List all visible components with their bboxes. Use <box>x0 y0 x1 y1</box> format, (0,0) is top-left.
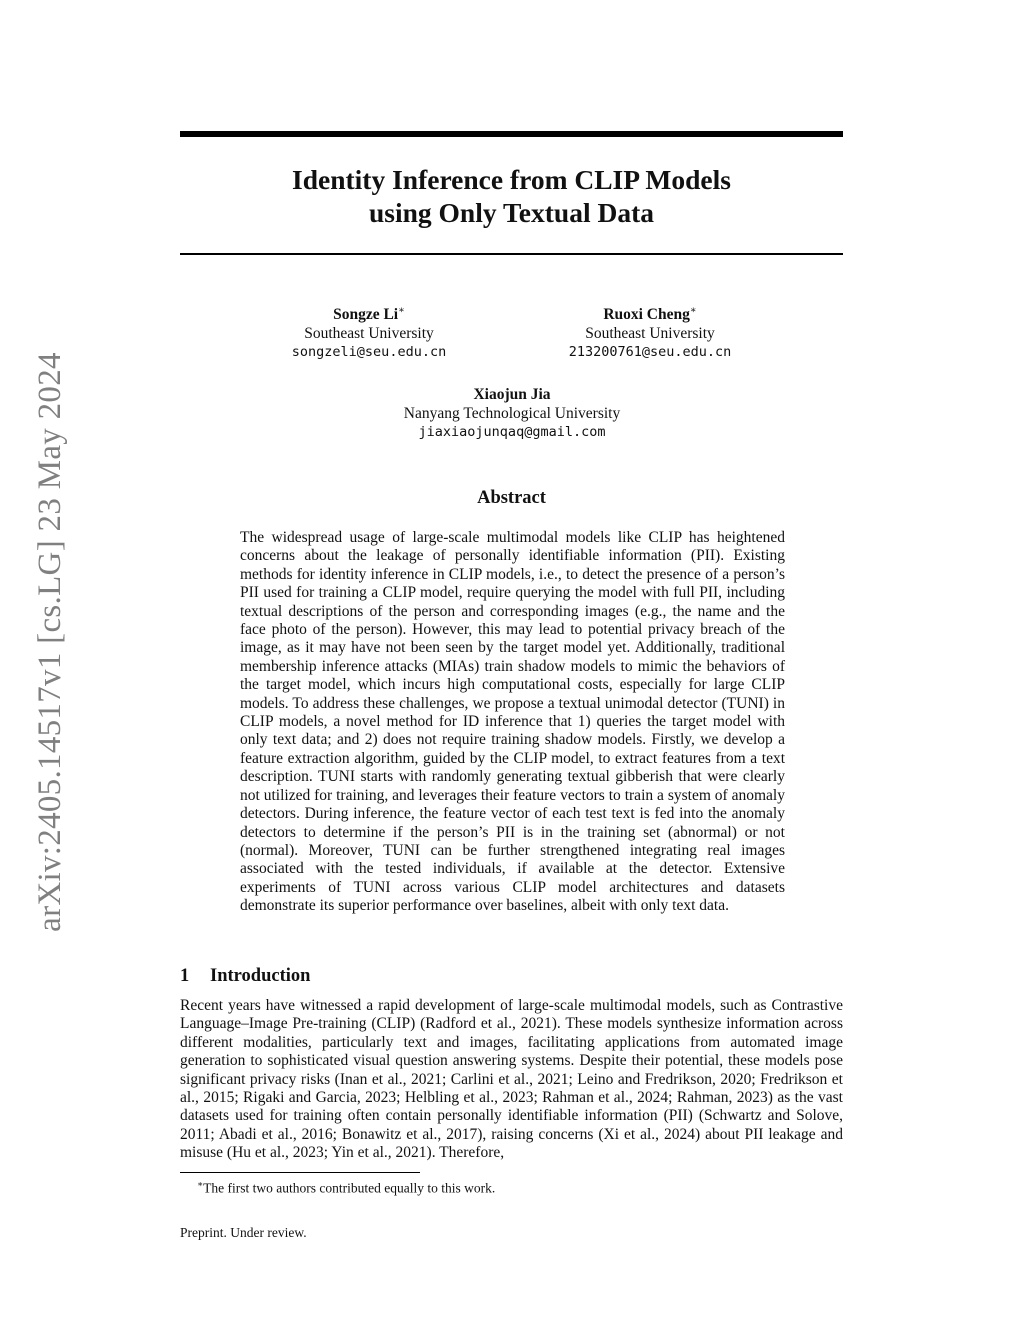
author-block <box>490 301 810 362</box>
preprint-status: Preprint. Under review. <box>180 1225 307 1240</box>
section-title: Introduction <box>210 966 311 986</box>
author-email: jiaxiaojunqaq@gmail.com <box>418 424 606 440</box>
abstract-heading: Abstract <box>477 488 546 508</box>
author-affiliation: Nanyang Technological University <box>403 405 621 422</box>
author-footnote-mark: ∗ <box>398 305 405 316</box>
introduction-text: Recent years have witnessed a rapid development of large-scale multimodal models, such as Contrastive Language–Image Pre-training (CLIP) (Radford et al., 2021). These models synthesize information across different modalities, particularly text and images, facilitating applications from automated image generation to sophisticated visual question answering systems. Despite their potential, these models pose significant privacy risks (Inan et al., 2021; Carlini et al., 2021; Leino and Fredrikson, 2020; Fredrikson et al., 2015; Rigaki and Garcia, 2023; Helbling et al., 2023; Rahman et al., 2024; Rahman, 2023) as the vast datasets used for training often contain personally identifiable information (PII) (Schwartz and Solove, 2011; Abadi et al., 2016; Bonawitz et al., 2017), raising concerns (Xi et al., 2024) about PII leakage and misuse (Hu et al., 2023; Yin et al., 2021). Therefore, <box>180 997 843 1162</box>
abstract-text: The widespread usage of large-scale multimodal models like CLIP has heightened concerns about the leakage of personally identifiable information (PII). Existing methods for identity inference in CLIP models, i.e., to detect the presence of a person’s PII used for training a CLIP model, require querying the model with full PII, including textual descriptions of the person and corresponding images (e.g., the name and the face photo of the person). However, this may lead to potential privacy breach of the image, as it may have not been seen by the target model yet. Additionally, traditional membership inference attacks (MIAs) train shadow models to mimic the behaviors of the target model, which incurs high computational costs, especially for large CLIP models. To address these challenges, we propose a textual unimodal detector (TUNI) in CLIP models, a novel method for ID inference that 1) queries the target model with only text data; and 2) does not require training shadow models. Firstly, we develop a feature extraction algorithm, guided by the CLIP model, to extract features from a text description. TUNI starts with randomly generating textual gibberish that were clearly not utilized for training, and leverages their feature vectors to train a system of anomaly detectors. During inference, the feature vector of each test text is fed into the anomaly detectors to determine if the person’s PII is in the training set (abnormal) or not (normal). Moreover, TUNI can be further strengthened integrating real images associated with the tested individuals, if available at the detector. Extensive experiments of TUNI across various CLIP model architectures and datasets demonstrate its superior performance over baselines, albeit with only text data. <box>240 529 785 915</box>
author-name: Xiaojun Jia <box>473 386 551 403</box>
arxiv-identifier: arXiv:2405.14517v1 [cs.LG] 23 May 2024 <box>32 352 68 932</box>
paper-title-line-1: Identity Inference from CLIP Models <box>292 164 731 195</box>
footnote-rule <box>180 1172 420 1173</box>
paper-title-line-2: using Only Textual Data <box>368 197 655 228</box>
author-block <box>209 301 529 362</box>
author-name: Ruoxi Cheng <box>603 306 690 324</box>
footnote-text: The first two authors contributed equally to this work. <box>203 1180 496 1196</box>
author-footnote-mark: ∗ <box>689 305 697 316</box>
author-name: Songze Li <box>333 306 399 324</box>
section-heading <box>180 965 843 987</box>
author-email: songzeli@seu.edu.cn <box>291 344 447 361</box>
author-affiliation: Southeast University <box>304 325 434 343</box>
author-email: 213200761@seu.edu.cn <box>568 344 732 361</box>
footnote-mark: ∗ <box>197 1179 204 1189</box>
author-block <box>352 385 672 442</box>
footnote <box>197 1176 843 1197</box>
section-number: 1 <box>180 966 190 986</box>
title-top-rule <box>180 131 843 137</box>
title-bottom-rule <box>180 253 843 255</box>
author-affiliation: Southeast University <box>585 325 715 343</box>
paper-title <box>180 163 843 229</box>
